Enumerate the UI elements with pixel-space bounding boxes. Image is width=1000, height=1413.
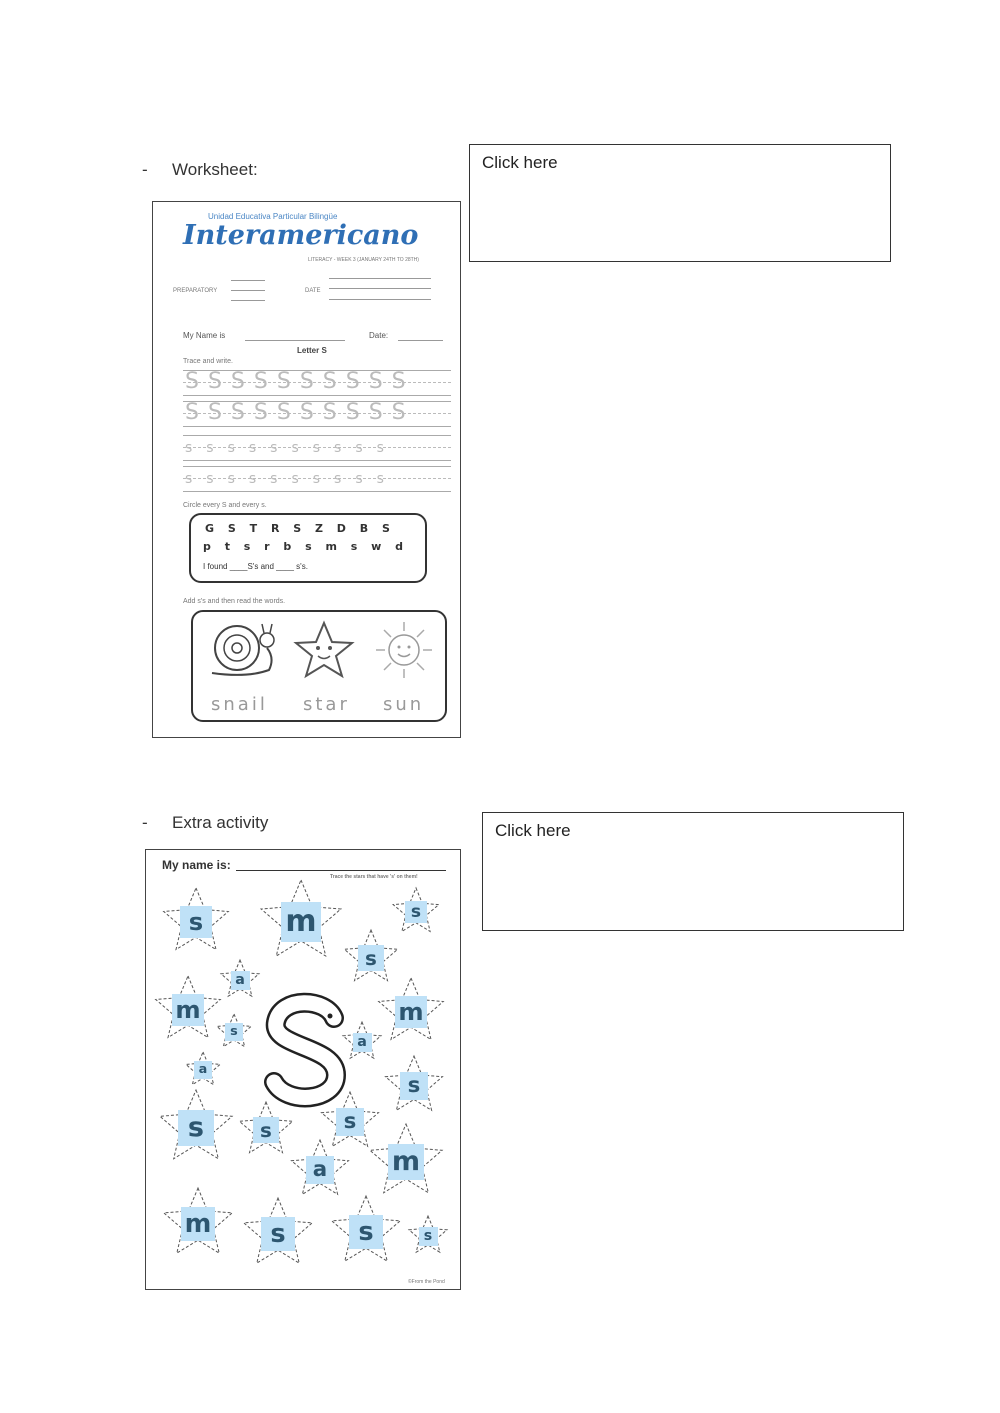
click-here-label: Click here — [495, 821, 571, 840]
date2-label: Date: — [369, 331, 389, 340]
bullet-dash: - — [142, 160, 148, 179]
footer-credit: ©From the Pond — [408, 1279, 445, 1285]
trace-letters: ssssssssss — [185, 471, 398, 487]
grid-row-1: G S T R S Z D B S — [205, 522, 390, 535]
worksheet-click-here-box[interactable] — [469, 144, 891, 262]
star-letter: m — [388, 1144, 424, 1180]
star-letter: a — [231, 971, 250, 990]
activity-instruction: Trace the stars that have 's' on them! — [330, 874, 418, 880]
big-s-outline — [256, 990, 356, 1110]
worksheet-image — [152, 201, 461, 738]
star-letter: s — [400, 1072, 429, 1101]
trace-letters: SSSSSSSSSS — [185, 400, 415, 425]
star-letter: a — [353, 1033, 372, 1052]
word-star: star — [303, 694, 350, 715]
trace-row-lower-1 — [183, 435, 451, 461]
date-label: DATE — [305, 288, 321, 294]
word-sun: sun — [383, 694, 425, 715]
school-name: Unidad Educativa Particular Bilingüe — [208, 212, 338, 221]
star-picture — [293, 620, 355, 680]
letter-title: Letter S — [297, 346, 327, 355]
trace-instruction: Trace and write. — [183, 358, 233, 365]
pictures-box — [191, 610, 447, 722]
star-letter: s — [358, 945, 385, 972]
my-name-label: My Name is — [183, 331, 226, 340]
click-here-label: Click here — [482, 153, 558, 172]
star-letter: m — [181, 1207, 215, 1241]
trace-letters: ssssssssss — [185, 440, 398, 456]
word-snail: snail — [211, 694, 268, 715]
worksheet-label: Worksheet: — [172, 160, 258, 179]
extra-activity-label: Extra activity — [172, 813, 269, 832]
star-letter: s — [178, 1110, 214, 1146]
trace-letters: SSSSSSSSSS — [185, 369, 415, 394]
trace-row-upper-2 — [183, 401, 451, 427]
circle-instruction: Circle every S and every s. — [183, 502, 267, 509]
star-letter: a — [306, 1156, 335, 1185]
star-letter: s — [336, 1108, 365, 1137]
grid-row-2: p t s r b s m s w d — [203, 540, 404, 553]
star-letter: m — [395, 996, 427, 1028]
star-letter: s — [180, 906, 212, 938]
star-letter: m — [281, 902, 321, 942]
week-info: LITERACY - WEEK 3 (JANUARY 24TH TO 28TH) — [308, 257, 419, 263]
star-letter: s — [419, 1227, 438, 1246]
star-letter: s — [405, 901, 428, 924]
my-name-is-label: My name is: — [162, 858, 231, 872]
found-text: I found ____S's and ____ s's. — [203, 562, 308, 571]
star-letter: m — [172, 994, 204, 1026]
preparatory-label: PREPARATORY — [173, 288, 218, 294]
sun-picture — [371, 618, 437, 682]
star-letter: s — [253, 1117, 280, 1144]
star-letter: s — [261, 1217, 295, 1251]
star-letter: s — [225, 1023, 242, 1040]
bullet-dash: - — [142, 813, 148, 832]
trace-row-lower-2 — [183, 466, 451, 492]
worksheet-heading — [142, 160, 258, 180]
trace-row-upper-1 — [183, 370, 451, 396]
star-letter: s — [349, 1215, 383, 1249]
brand-logo-text: Interamericano — [183, 220, 419, 251]
add-instruction: Add s's and then read the words. — [183, 598, 286, 605]
extra-activity-click-here-box[interactable] — [482, 812, 904, 931]
extra-activity-heading — [142, 813, 268, 833]
star-letter: a — [194, 1061, 211, 1078]
snail-picture — [207, 618, 279, 680]
extra-activity-image — [145, 849, 461, 1290]
letter-grid-box — [189, 513, 427, 583]
